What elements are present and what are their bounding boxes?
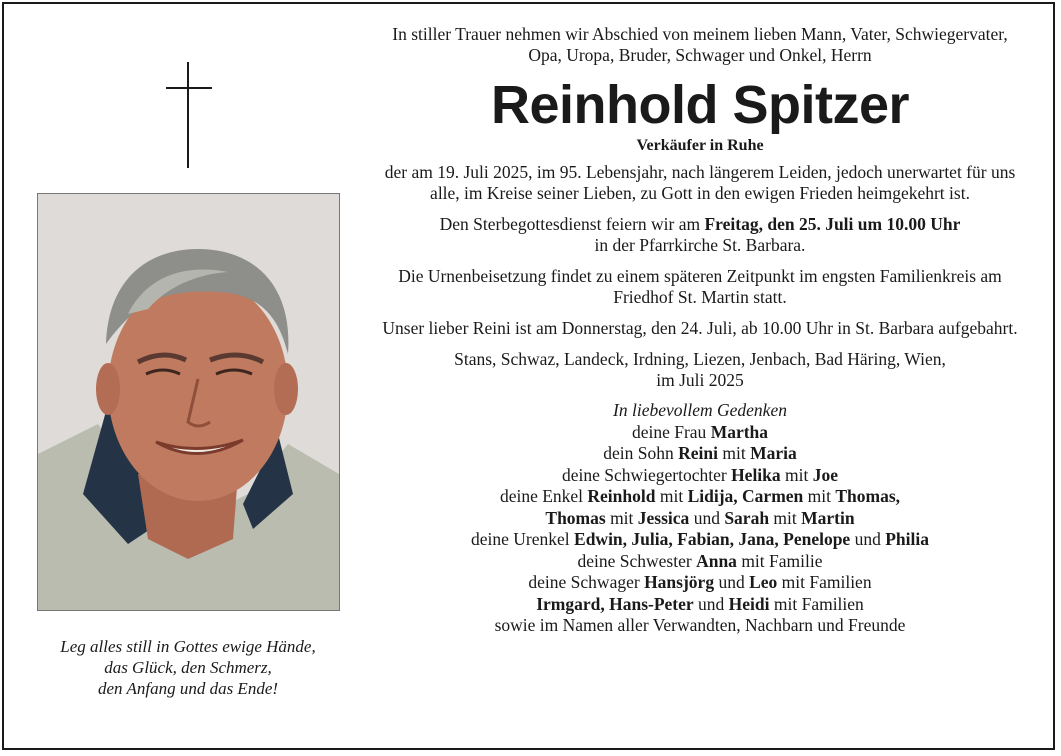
portrait-photo (37, 193, 340, 611)
list-item: deine Schwiegertochter Helika mit Joe (561, 464, 839, 485)
death-notice: der am 19. Juli 2025, im 95. Lebensjahr, nach längerem Leiden, jedoch unerwartet für uns alle, im Kreise seiner Lieben, zu Gott in den ewigen Frieden heimgekehrt ist. (384, 162, 1016, 203)
deceased-name: Reinhold Spitzer (490, 75, 909, 135)
urn-burial: Die Urnenbeisetzung findet zu einem späteren Zeitpunkt im engsten Familienkreis am Friedhof St. Martin statt. (398, 266, 1002, 307)
verse-line: Leg alles still in Gottes ewige Hände, (60, 637, 316, 656)
list-item: deine Enkel Reinhold mit Lidija, Carmen mit Thomas, (499, 486, 901, 506)
places: Stans, Schwaz, Landeck, Irdning, Liezen, Jenbach, Bad Häring, Wien, (454, 349, 946, 369)
funeral-date: Freitag, den 25. Juli um 10.00 Uhr (704, 214, 961, 234)
remembrance-heading: In liebevollem Gedenken (613, 400, 787, 420)
list-item: dein Sohn Reini mit Maria (603, 443, 797, 463)
list-item: deine Urenkel Edwin, Julia, Fabian, Jana, Penelope und Philia (471, 529, 929, 549)
funeral-service: Den Sterbegottesdienst feiern wir am Freitag, den 25. Juli um 10.00 Uhr in der Pfarrkirche St. Barbara. (439, 214, 961, 255)
verse-line: den Anfang und das Ende! (97, 679, 279, 698)
date-line: im Juli 2025 (656, 370, 744, 390)
viewing-notice: Unser lieber Reini ist am Donnerstag, den 24. Juli, ab 10.00 Uhr in St. Barbara aufgebahrt. (382, 318, 1018, 338)
list-item: sowie im Namen aller Verwandten, Nachbarn und Freunde (494, 615, 906, 635)
list-item: deine Schwester Anna mit Familie (577, 550, 823, 571)
verse-line: das Glück, den Schmerz, (104, 658, 272, 677)
mourners-list (380, 400, 1020, 637)
cross-icon (166, 62, 212, 168)
places-date (380, 349, 1020, 391)
list-item: deine Schwager Hansjörg und Leo mit Familien (528, 572, 872, 592)
occupation: Verkäufer in Ruhe (636, 137, 764, 154)
memorial-verse (20, 636, 356, 699)
notice-text-column (380, 24, 1020, 637)
list-item: deine Frau Martha (631, 421, 769, 442)
intro-text: In stiller Trauer nehmen wir Abschied von meinem lieben Mann, Vater, Schwiegervater, Opa, Uropa, Bruder, Schwager und Onkel, Herrn (392, 24, 1008, 65)
list-item: Thomas mit Jessica und Sarah mit Martin (545, 507, 855, 528)
list-item: Irmgard, Hans-Peter und Heidi mit Familien (536, 593, 864, 614)
